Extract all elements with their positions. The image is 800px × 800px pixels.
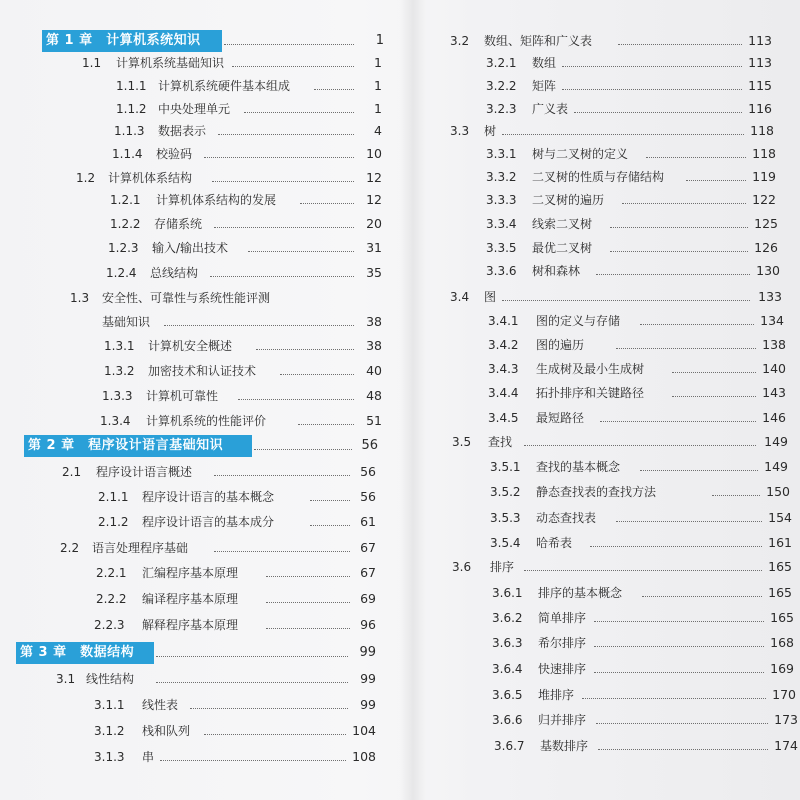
section-number: 3.3.4 (486, 217, 517, 231)
toc-entry (56, 668, 376, 690)
page-number: 61 (360, 514, 376, 529)
section-title: 数据表示 (158, 124, 207, 138)
section-number: 3.5 (452, 435, 472, 449)
section-title: 二叉树的性质与存储结构 (532, 170, 665, 184)
dot-leader (610, 251, 748, 252)
section-number: 3.6.6 (492, 713, 523, 727)
section-number: 3.1.3 (94, 750, 125, 764)
page-number: 1 (374, 78, 382, 93)
page-number: 20 (366, 216, 382, 231)
section-number: 3.4 (450, 290, 470, 304)
section-title: 计算机体系结构的发展 (156, 193, 277, 207)
dot-leader (618, 44, 742, 45)
section-title: 堆排序 (538, 688, 575, 702)
section-number: 2.1.1 (98, 490, 129, 504)
section-title: 安全性、可靠性与系统性能评测 (102, 291, 271, 305)
section-title: 程序设计语言的基本概念 (142, 490, 275, 504)
page-number: 118 (752, 146, 776, 161)
dot-leader (616, 521, 762, 522)
dot-leader (524, 570, 762, 571)
section-number: 1.3.2 (104, 364, 135, 378)
section-number: 3.3.3 (486, 193, 517, 207)
section-number: 2.2.2 (96, 592, 127, 606)
dot-leader (204, 734, 346, 735)
dot-leader (600, 421, 756, 422)
page-number: 173 (774, 712, 798, 727)
toc-entry (116, 75, 382, 97)
page-number: 51 (366, 413, 382, 428)
dot-leader (616, 348, 756, 349)
chapter-title: 第 1 章 计算机系统知识 (46, 33, 201, 48)
section-title: 树和森林 (532, 264, 581, 278)
dot-leader (266, 576, 350, 577)
page-number: 149 (764, 434, 788, 449)
section-number: 2.2.1 (96, 566, 127, 580)
toc-entry (96, 588, 376, 610)
toc-entry (488, 310, 784, 332)
section-number: 3.6.4 (492, 662, 523, 676)
page-number: 116 (748, 101, 772, 116)
toc-entry (98, 486, 376, 508)
page-number: 165 (768, 585, 792, 600)
page-number: 140 (762, 361, 786, 376)
section-title: 校验码 (156, 147, 193, 161)
section-number: 3.6.1 (492, 586, 523, 600)
page-number: 104 (352, 723, 376, 738)
page-number: 38 (366, 314, 382, 329)
section-number: 3.6.2 (492, 611, 523, 625)
section-title: 希尔排序 (538, 636, 587, 650)
section-number: 3.3 (450, 124, 470, 138)
section-title: 归并排序 (538, 713, 587, 727)
section-title: 存储系统 (154, 217, 203, 231)
section-number: 1.2.3 (108, 241, 139, 255)
section-title: 线性表 (142, 698, 179, 712)
toc-entry (486, 237, 778, 259)
section-number: 1.1 (82, 56, 102, 70)
section-number: 3.2.3 (486, 102, 517, 116)
dot-leader (266, 628, 350, 629)
page-number: 67 (360, 540, 376, 555)
section-title: 语言处理程序基础 (92, 541, 189, 555)
page-number: 149 (764, 459, 788, 474)
dot-leader (672, 372, 756, 373)
page-number: 143 (762, 385, 786, 400)
section-number: 2.2 (60, 541, 80, 555)
dot-leader (280, 374, 354, 375)
page-number: 138 (762, 337, 786, 352)
page-number: 174 (774, 738, 798, 753)
dot-leader (310, 525, 350, 526)
section-number: 3.4.1 (488, 314, 519, 328)
toc-entry (492, 632, 794, 654)
page-number: 99 (360, 697, 376, 712)
dot-leader (314, 89, 354, 90)
section-number: 1.1.2 (116, 102, 147, 116)
dot-leader (672, 396, 756, 397)
section-title: 计算机安全概述 (148, 339, 233, 353)
section-number: 1.1.3 (114, 124, 145, 138)
toc-entry (488, 382, 786, 404)
dot-leader (610, 227, 748, 228)
section-number: 1.3.3 (102, 389, 133, 403)
toc-entry (494, 735, 798, 757)
chapter-heading (24, 435, 378, 457)
section-number: 1.3.4 (100, 414, 131, 428)
toc-entry (490, 507, 792, 529)
section-title: 最优二叉树 (532, 241, 593, 255)
toc-entry (490, 481, 790, 503)
dot-leader (254, 449, 352, 450)
dot-leader (232, 66, 354, 67)
page-number: 38 (366, 338, 382, 353)
toc-entry (450, 30, 772, 52)
page-number: 122 (752, 192, 776, 207)
section-number: 2.1.2 (98, 515, 129, 529)
dot-leader (244, 112, 354, 113)
toc-entry (486, 213, 778, 235)
toc-entry (488, 407, 786, 429)
toc-entry (486, 98, 772, 120)
dot-leader (256, 349, 354, 350)
page-number: 56 (361, 438, 378, 453)
section-number: 1.2.4 (106, 266, 137, 280)
section-title: 快速排序 (538, 662, 587, 676)
section-title: 栈和队列 (142, 724, 191, 738)
toc-entry (488, 358, 786, 380)
section-number: 1.2 (76, 171, 96, 185)
page-number: 99 (360, 671, 376, 686)
section-title: 二叉树的遍历 (532, 193, 605, 207)
section-title: 线索二叉树 (532, 217, 593, 231)
section-number: 1.1.4 (112, 147, 143, 161)
section-title: 最短路径 (536, 411, 585, 425)
section-number: 3.4.4 (488, 386, 519, 400)
section-title: 计算机系统的性能评价 (146, 414, 267, 428)
dot-leader (594, 621, 764, 622)
page-number: 119 (752, 169, 776, 184)
section-title: 汇编程序基本原理 (142, 566, 239, 580)
toc-entry (486, 143, 776, 165)
page-number: 31 (366, 240, 382, 255)
page-number: 170 (772, 687, 796, 702)
page-number: 12 (366, 192, 382, 207)
section-number: 3.1 (56, 672, 76, 686)
dot-leader (190, 708, 348, 709)
dot-leader (164, 325, 354, 326)
dot-leader (210, 276, 354, 277)
page-number: 130 (756, 263, 780, 278)
page-number: 96 (360, 617, 376, 632)
section-number: 3.1.2 (94, 724, 125, 738)
section-number: 3.5.4 (490, 536, 521, 550)
toc-entry (492, 607, 794, 629)
toc-entry (116, 98, 382, 120)
toc-entry (94, 746, 376, 768)
section-title: 加密技术和认证技术 (148, 364, 257, 378)
section-title: 计算机系统基础知识 (116, 56, 225, 70)
page-number: 154 (768, 510, 792, 525)
toc-entry (114, 120, 382, 142)
dot-leader (598, 749, 768, 750)
page-number: 4 (374, 123, 382, 138)
dot-leader (686, 180, 746, 181)
toc-entry (450, 286, 782, 308)
toc-entry (104, 360, 382, 382)
page-number: 126 (754, 240, 778, 255)
dot-leader (238, 399, 354, 400)
page-number: 69 (360, 591, 376, 606)
dot-leader (594, 672, 764, 673)
dot-leader (298, 424, 354, 425)
toc-entry (96, 562, 376, 584)
page-number: 125 (754, 216, 778, 231)
toc-entry (486, 166, 776, 188)
page-number: 12 (366, 170, 382, 185)
section-number: 3.4.3 (488, 362, 519, 376)
page-number: 118 (750, 123, 774, 138)
chapter-title: 第 3 章 数据结构 (20, 645, 135, 660)
section-title: 数组、矩阵和广义表 (484, 34, 593, 48)
toc-entry (452, 556, 792, 578)
toc-entry (94, 614, 376, 636)
section-title: 拓扑排序和关键路径 (536, 386, 645, 400)
section-title: 总线结构 (150, 266, 199, 280)
toc-entry (492, 684, 796, 706)
section-number: 3.2 (450, 34, 470, 48)
toc-entry (100, 410, 382, 432)
toc-entry (452, 431, 788, 453)
dot-leader (224, 44, 354, 45)
toc-entry (486, 189, 776, 211)
dot-leader (300, 203, 354, 204)
toc-entry (488, 334, 786, 356)
toc-entry (110, 213, 382, 235)
section-number: 3.1.1 (94, 698, 125, 712)
section-title: 简单排序 (538, 611, 587, 625)
chapter-heading (42, 30, 384, 52)
toc-entry (490, 456, 788, 478)
toc-entry (492, 582, 792, 604)
section-number: 3.4.5 (488, 411, 519, 425)
page-number: 165 (768, 559, 792, 574)
dot-leader (590, 546, 762, 547)
dot-leader (562, 89, 742, 90)
toc-entry (82, 52, 382, 74)
section-title: 排序的基本概念 (538, 586, 623, 600)
section-number: 1.3.1 (104, 339, 135, 353)
page-number: 99 (359, 645, 376, 660)
toc-entry (94, 694, 376, 716)
section-title: 基数排序 (540, 739, 589, 753)
dot-leader (594, 646, 764, 647)
dot-leader (266, 602, 350, 603)
dot-leader (248, 251, 354, 252)
section-number: 3.5.2 (490, 485, 521, 499)
section-number: 1.3 (70, 291, 90, 305)
dot-leader (582, 698, 766, 699)
dot-leader (160, 760, 346, 761)
section-title: 输入/输出技术 (152, 241, 229, 255)
section-number: 1.2.1 (110, 193, 141, 207)
section-title: 树 (484, 124, 497, 138)
dot-leader (562, 66, 742, 67)
section-number: 3.5.3 (490, 511, 521, 525)
page-number: 10 (366, 146, 382, 161)
toc-entry (98, 511, 376, 533)
dot-leader (204, 157, 354, 158)
section-title: 图 (484, 290, 497, 304)
toc-entry (76, 167, 382, 189)
toc-entry (60, 537, 376, 559)
toc-entry (492, 658, 794, 680)
page-number: 1 (374, 101, 382, 116)
toc-entry (102, 385, 382, 407)
page-number: 48 (366, 388, 382, 403)
section-number: 3.3.2 (486, 170, 517, 184)
toc-entry (94, 720, 376, 742)
toc-entry (70, 287, 382, 309)
section-number: 3.3.6 (486, 264, 517, 278)
toc-entry (108, 237, 382, 259)
page-number: 56 (360, 464, 376, 479)
section-title: 查找的基本概念 (536, 460, 621, 474)
dot-leader (310, 500, 350, 501)
toc-entry (106, 262, 382, 284)
page-number: 146 (762, 410, 786, 425)
toc-entry (450, 120, 774, 142)
toc-entry (486, 260, 780, 282)
dot-leader (574, 112, 742, 113)
dot-leader (596, 274, 750, 275)
toc-entry (104, 335, 382, 357)
dot-leader (646, 157, 746, 158)
section-title: 树与二叉树的定义 (532, 147, 629, 161)
page-number: 35 (366, 265, 382, 280)
dot-leader (214, 551, 350, 552)
toc-entry (486, 52, 772, 74)
dot-leader (642, 596, 762, 597)
section-number: 3.6.7 (494, 739, 525, 753)
section-title: 线性结构 (86, 672, 135, 686)
dot-leader (218, 134, 354, 135)
section-number: 3.2.1 (486, 56, 517, 70)
section-title: 数组 (532, 56, 557, 70)
section-title: 程序设计语言的基本成分 (142, 515, 275, 529)
section-number: 1.2.2 (110, 217, 141, 231)
section-title: 串 (142, 750, 155, 764)
toc-entry-continued (102, 311, 382, 333)
section-number: 3.6.3 (492, 636, 523, 650)
page-number: 1 (374, 55, 382, 70)
dot-leader (622, 203, 746, 204)
section-number: 2.2.3 (94, 618, 125, 632)
page-number: 40 (366, 363, 382, 378)
section-number: 1.1.1 (116, 79, 147, 93)
chapter-heading (16, 642, 376, 664)
section-title: 计算机可靠性 (146, 389, 219, 403)
section-title: 排序 (490, 560, 515, 574)
toc-entry (110, 189, 382, 211)
section-title: 计算机体系结构 (108, 171, 193, 185)
toc-entry (490, 532, 792, 554)
dot-leader (214, 227, 354, 228)
chapter-title: 第 2 章 程序设计语言基础知识 (28, 438, 224, 453)
dot-leader (640, 324, 754, 325)
dot-leader (596, 723, 768, 724)
page-number: 1 (375, 33, 384, 48)
section-number: 3.3.1 (486, 147, 517, 161)
toc-entry (62, 461, 376, 483)
section-title: 中央处理单元 (158, 102, 231, 116)
dot-leader (212, 181, 354, 182)
dot-leader (502, 300, 750, 301)
page-number: 165 (770, 610, 794, 625)
section-number: 3.6 (452, 560, 472, 574)
page-number: 56 (360, 489, 376, 504)
toc-entry (112, 143, 382, 165)
toc-entry (486, 75, 772, 97)
toc-entry (492, 709, 798, 731)
page-number: 115 (748, 78, 772, 93)
section-title: 图的遍历 (536, 338, 585, 352)
section-title-continued: 基础知识 (102, 315, 151, 329)
dot-leader (640, 470, 758, 471)
section-title: 生成树及最小生成树 (536, 362, 645, 376)
section-title: 图的定义与存储 (536, 314, 621, 328)
dot-leader (524, 445, 756, 446)
section-number: 2.1 (62, 465, 82, 479)
section-title: 查找 (488, 435, 513, 449)
section-title: 解释程序基本原理 (142, 618, 239, 632)
section-number: 3.4.2 (488, 338, 519, 352)
page-number: 67 (360, 565, 376, 580)
page-number: 169 (770, 661, 794, 676)
section-title: 静态查找表的查找方法 (536, 485, 657, 499)
section-title: 程序设计语言概述 (96, 465, 193, 479)
section-title: 编译程序基本原理 (142, 592, 239, 606)
section-title: 广义表 (532, 102, 569, 116)
section-number: 3.5.1 (490, 460, 521, 474)
page-number: 108 (352, 749, 376, 764)
section-number: 3.2.2 (486, 79, 517, 93)
page-number: 133 (758, 289, 782, 304)
page-number: 134 (760, 313, 784, 328)
section-title: 计算机系统硬件基本组成 (158, 79, 291, 93)
dot-leader (502, 134, 744, 135)
page-number: 150 (766, 484, 790, 499)
section-number: 3.3.5 (486, 241, 517, 255)
dot-leader (156, 656, 348, 657)
page-number: 113 (748, 33, 772, 48)
dot-leader (214, 475, 350, 476)
section-title: 哈希表 (536, 536, 573, 550)
page-number: 168 (770, 635, 794, 650)
dot-leader (712, 495, 760, 496)
section-title: 动态查找表 (536, 511, 597, 525)
dot-leader (156, 682, 348, 683)
page-number: 161 (768, 535, 792, 550)
page-number: 113 (748, 55, 772, 70)
section-number: 3.6.5 (492, 688, 523, 702)
section-title: 矩阵 (532, 79, 557, 93)
